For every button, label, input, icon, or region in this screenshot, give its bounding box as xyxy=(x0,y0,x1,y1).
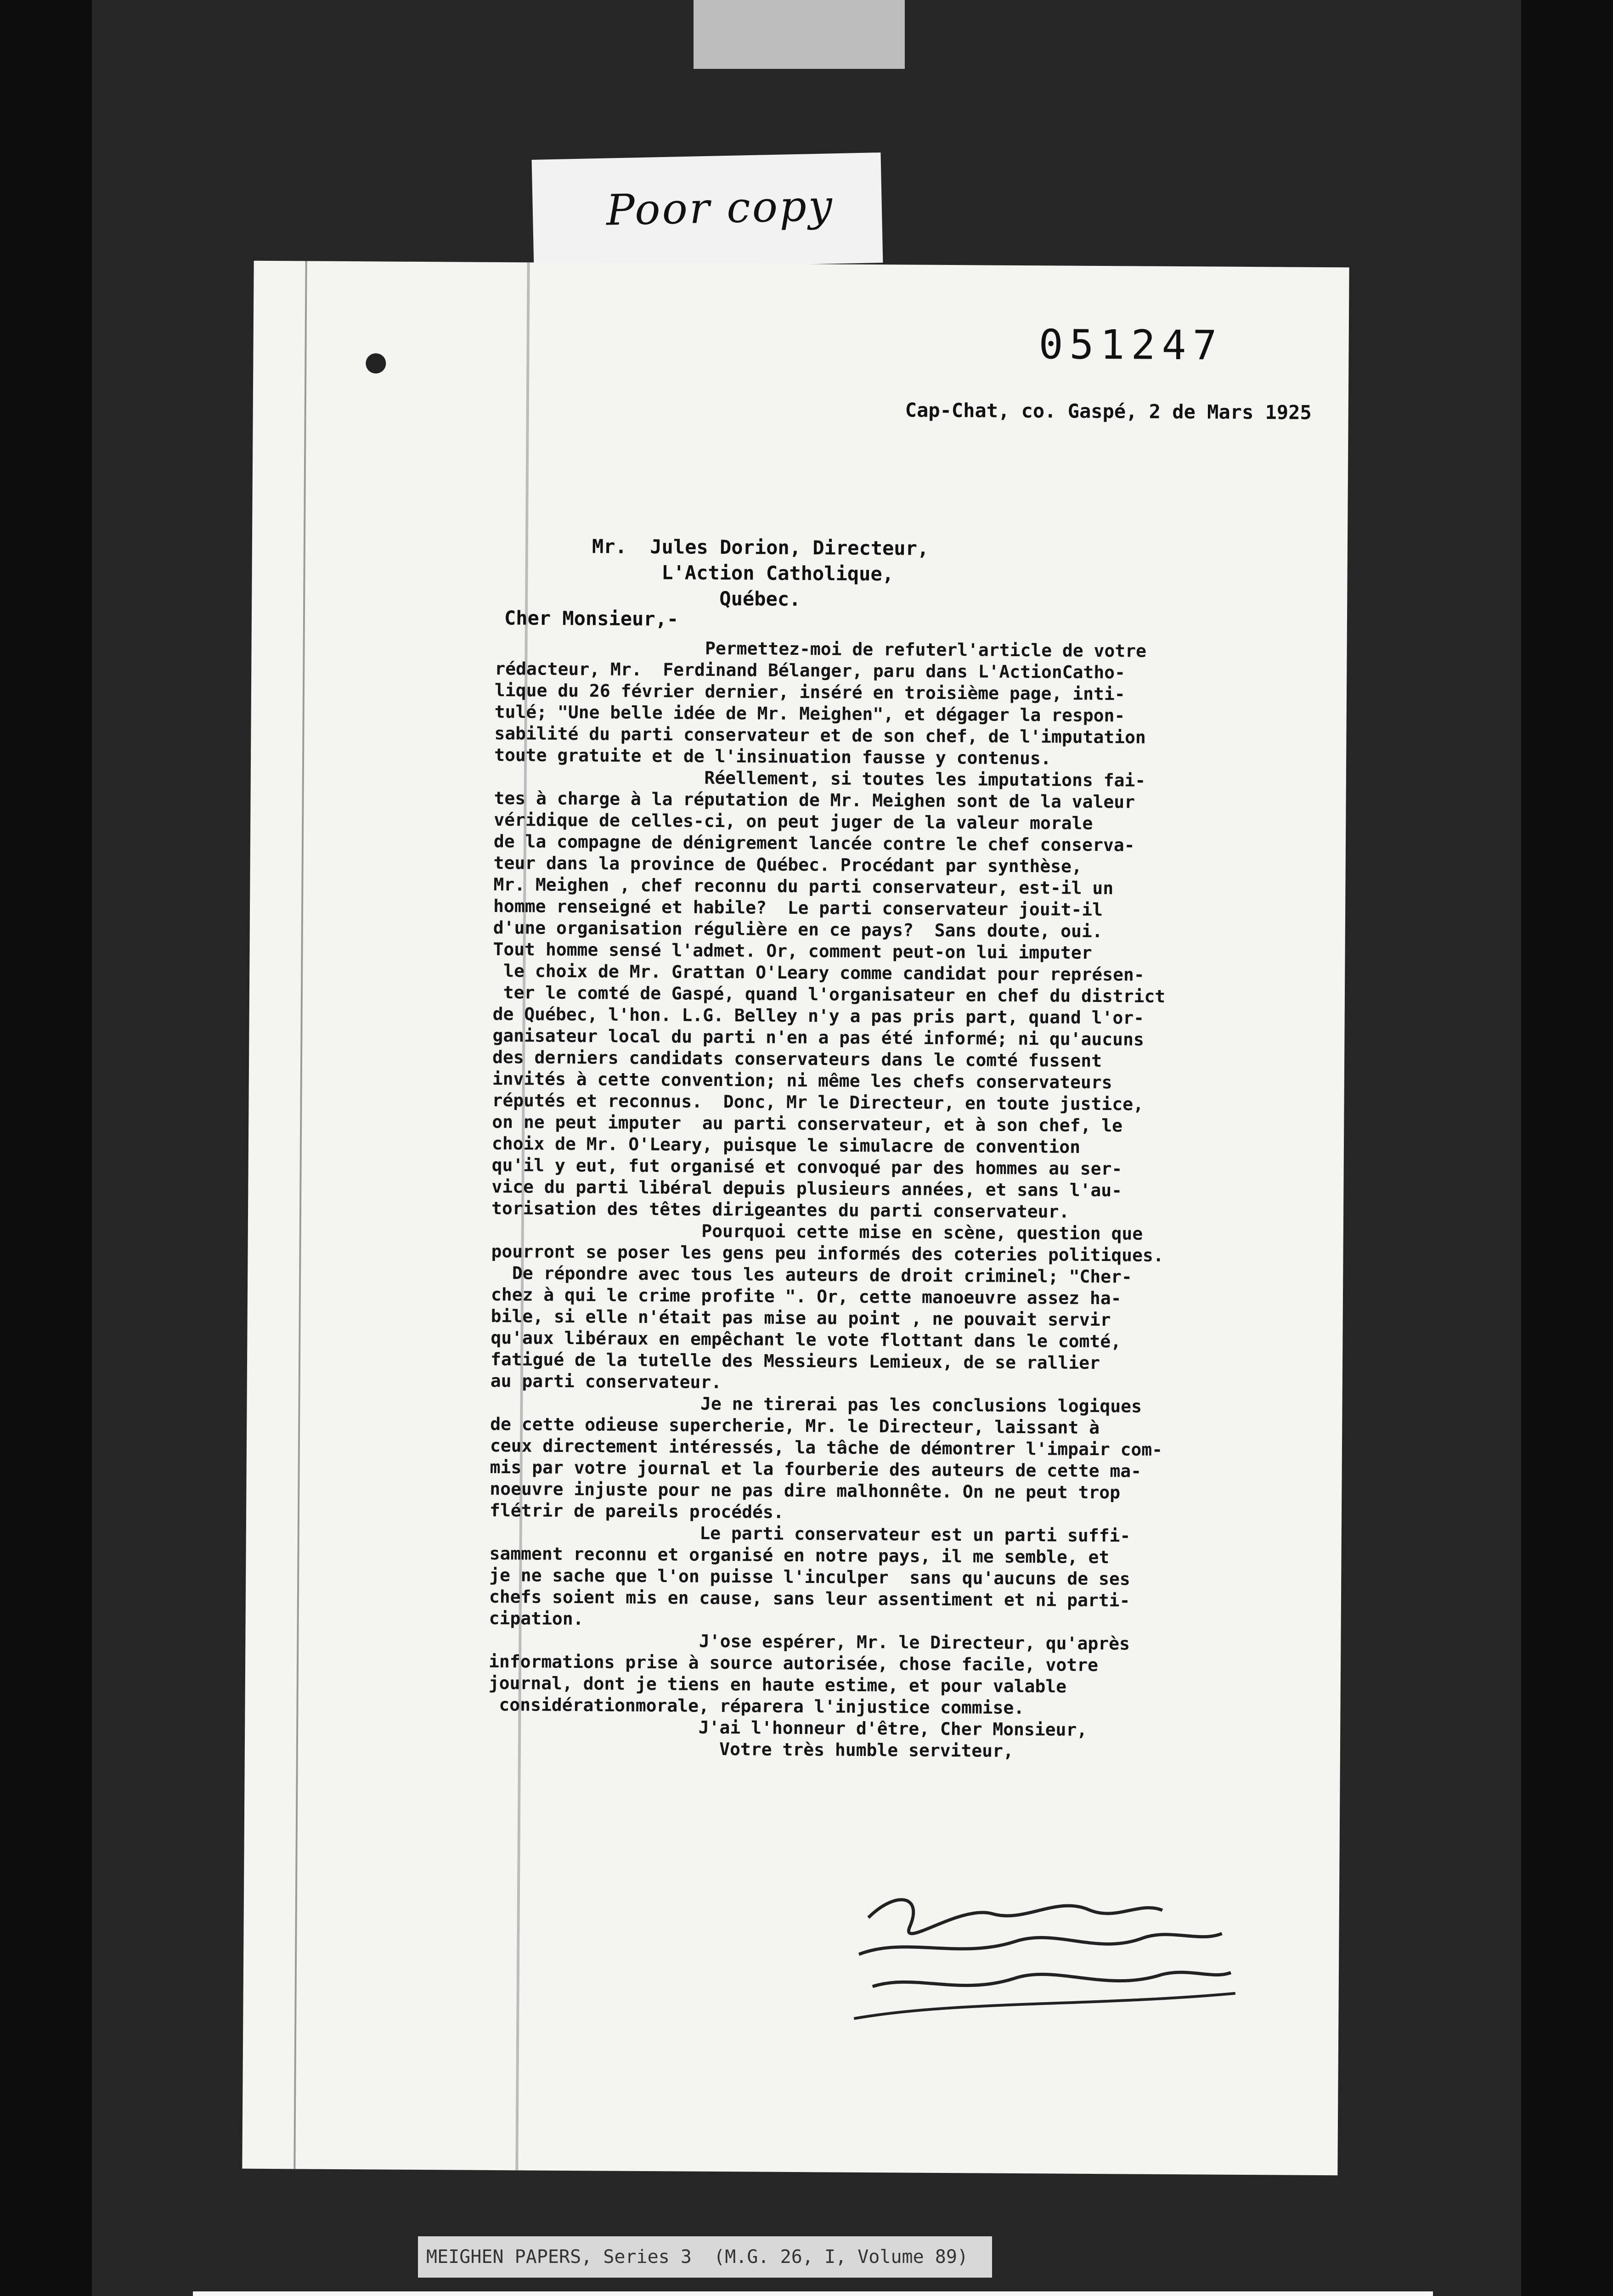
body-line: des derniers candidats conservateurs dans le comté fussent xyxy=(492,1047,1102,1071)
body-line: Je ne tirerai pas les conclusions logiques xyxy=(490,1392,1142,1417)
body-line: rédacteur, Mr. Ferdinand Bélanger, paru dans L'ActionCatho- xyxy=(495,658,1126,683)
body-line: bile, si elle n'était pas mise au point , ne pouvait servir xyxy=(491,1306,1111,1330)
body-line: d'une organisation régulière en ce pays? Sans doute, oui. xyxy=(493,917,1103,942)
body-line: le choix de Mr. Grattan O'Leary comme candidat pour représen- xyxy=(493,960,1145,985)
recipient-address xyxy=(592,534,929,613)
body-line: Mr. Meighen , chef reconnu du parti conservateur, est-il un xyxy=(493,874,1114,899)
body-line: fatigué de la tutelle des Messieurs Lemieux, de se rallier xyxy=(490,1349,1100,1373)
body-line: Permettez-moi de refuterl'article de votre xyxy=(495,636,1147,661)
body-line: informations prise à source autorisée, chose facile, votre xyxy=(488,1651,1099,1676)
body-line: mis par votre journal et la fourberie des auteurs de cette ma- xyxy=(490,1457,1142,1481)
body-line: vice du parti libéral depuis plusieurs années, et sans l'au- xyxy=(491,1176,1122,1201)
salutation: Cher Monsieur,- xyxy=(504,607,679,630)
body-line: De répondre avec tous les auteurs de droit criminel; "Cher- xyxy=(491,1262,1132,1287)
body-line: Le parti conservateur est un parti suffi- xyxy=(489,1521,1131,1546)
body-line: homme renseigné et habile? Le parti conservateur jouit-il xyxy=(493,895,1103,920)
body-line: chefs soient mis en cause, sans leur assentiment et ni parti- xyxy=(489,1586,1130,1611)
address-line: Québec. xyxy=(592,586,801,611)
body-line: choix de Mr. O'Leary, puisque le simulacre de convention xyxy=(491,1133,1081,1157)
poor-copy-label xyxy=(532,152,883,270)
letter-dateline: Cap-Chat, co. Gaspé, 2 de Mars 1925 xyxy=(905,399,1312,424)
body-line: ter le comté de Gaspé, quand l'organisateur en chef du district xyxy=(492,982,1166,1007)
punch-hole xyxy=(366,353,386,373)
body-line: toute gratuite et de l'insinuation fausse y contenus. xyxy=(494,744,1051,769)
body-line: chez à qui le crime profite ". Or, cette manoeuvre assez ha- xyxy=(491,1284,1122,1309)
body-line: noeuvre injuste pour ne pas dire malhonnête. On ne peut trop xyxy=(490,1478,1121,1503)
archives-label xyxy=(193,2291,1433,2296)
letter-body xyxy=(488,636,1290,1764)
body-line: qu'aux libéraux en empêchant le vote flottant dans le comté, xyxy=(491,1327,1122,1352)
body-line: ganisateur local du parti n'en a pas été informé; ni qu'aucuns xyxy=(492,1025,1144,1050)
body-line: tes à charge à la réputation de Mr. Meighen sont de la valeur xyxy=(494,788,1135,812)
body-line: de la compagne de dénigrement lancée contre le chef conserva- xyxy=(493,831,1135,855)
poor-copy-text: Poor copy xyxy=(605,181,835,235)
body-line: lique du 26 février dernier, inséré en troisième page, inti- xyxy=(494,680,1125,704)
body-line: tulé; "Une belle idée de Mr. Meighen", et dégager la respon- xyxy=(494,701,1125,726)
body-line: invités à cette convention; ni même les chefs conservateurs xyxy=(492,1068,1112,1093)
series-caption: MEIGHEN PAPERS, Series 3 (M.G. 26, I, Volume 89) xyxy=(418,2236,992,2278)
mounting-tape xyxy=(694,0,905,69)
body-line: cipation. xyxy=(489,1608,584,1629)
body-line: réputés et reconnus. Donc, Mr le Directeur, en toute justice, xyxy=(492,1090,1144,1114)
address-line: Mr. Jules Dorion, Directeur, xyxy=(592,535,929,560)
signature xyxy=(840,1885,1254,2026)
body-line: qu'il y eut, fut organisé et convoqué par des hommes au ser- xyxy=(491,1154,1122,1179)
body-line: on ne peut imputer au parti conservateur, et à son chef, le xyxy=(492,1111,1123,1136)
body-line: Réellement, si toutes les imputations fai- xyxy=(494,766,1146,791)
body-line: flétrir de pareils procédés. xyxy=(489,1500,784,1522)
body-line: considérationmorale, réparera l'injustice commise. xyxy=(488,1694,1025,1718)
signature-scrawl-icon xyxy=(840,1885,1254,2026)
body-line: Votre très humble serviteur, xyxy=(488,1737,1014,1761)
body-line: journal, dont je tiens en haute estime, et pour valable xyxy=(488,1672,1067,1697)
body-line: Tout homme sensé l'admet. Or, comment peut-on lui imputer xyxy=(493,939,1092,963)
letter-page xyxy=(242,261,1349,2175)
body-line: J'ai l'honneur d'être, Cher Monsieur, xyxy=(488,1716,1088,1740)
body-line: ceux directement intéressés, la tâche de démontrer l'impair com- xyxy=(490,1435,1163,1460)
document-number: 051247 xyxy=(1038,321,1224,369)
address-line: L'Action Catholique, xyxy=(592,561,894,585)
body-line: sabilité du parti conservateur et de son chef, de l'imputation xyxy=(494,723,1146,748)
body-line: véridique de celles-ci, on peut juger de la valeur morale xyxy=(494,809,1093,833)
body-line: samment reconnu et organisé en notre pays, il me semble, et xyxy=(489,1543,1110,1568)
body-line: de Québec, l'hon. L.G. Belley n'y a pas pris part, quand l'or- xyxy=(492,1003,1145,1028)
body-line: pourront se poser les gens peu informés des coteries politiques. xyxy=(491,1241,1164,1266)
body-line: de cette odieuse supercherie, Mr. le Directeur, laissant à xyxy=(490,1413,1100,1438)
body-line: J'ose espérer, Mr. le Directeur, qu'après xyxy=(489,1629,1130,1654)
body-line: Pourquoi cette mise en scène, question que xyxy=(491,1219,1143,1244)
body-line: au parti conservateur. xyxy=(490,1370,722,1393)
body-line: je ne sache que l'on puisse l'inculper sans qu'aucuns de ses xyxy=(489,1564,1130,1589)
margin-rule xyxy=(293,261,307,2169)
body-line: teur dans la province de Québec. Procédant par synthèse, xyxy=(493,852,1082,877)
body-line: torisation des têtes dirigeantes du parti conservateur. xyxy=(491,1198,1070,1222)
